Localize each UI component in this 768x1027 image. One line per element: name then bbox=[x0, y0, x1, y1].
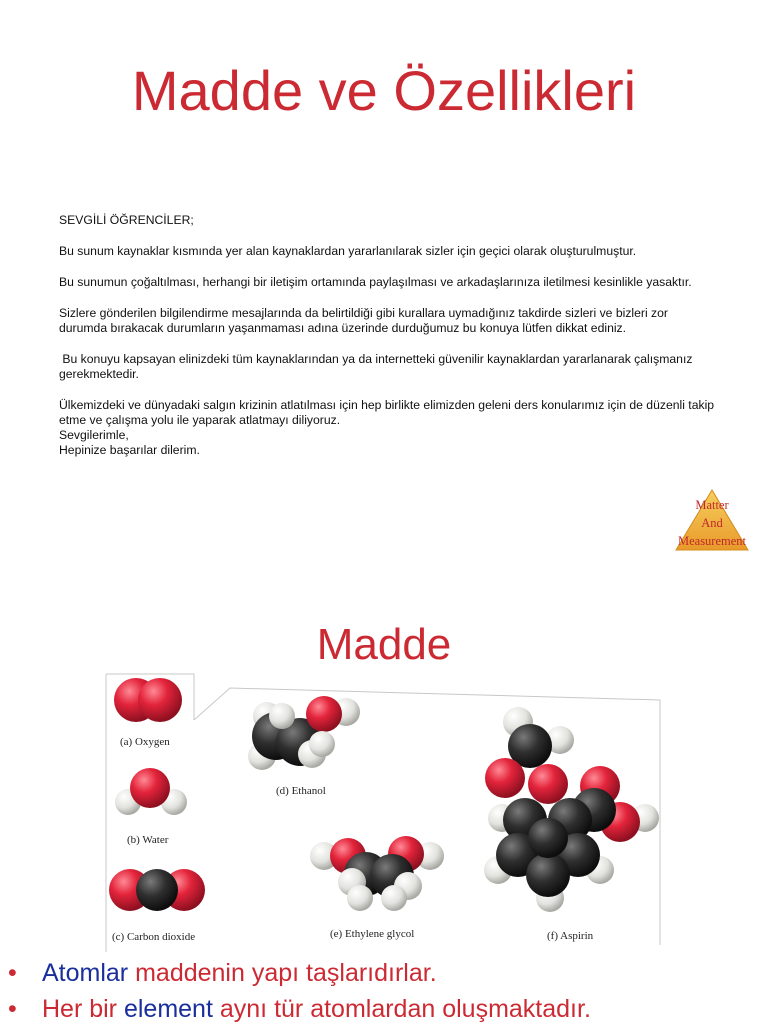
caption-oxygen: (a) Oxygen bbox=[120, 736, 170, 748]
paragraph-1: Bu sunum kaynaklar kısmında yer alan kaynaklardan yararlanılarak sizler için geçici olarak oluşturulmuştur. bbox=[59, 244, 637, 258]
bullet-1-text: maddenin yapı taşlarıdırlar. bbox=[128, 959, 437, 987]
paragraph-4: Bu konuyu kapsayan elinizdeki tüm kaynaklarından ya da internetteki güvenilir kaynaklardan yararlanarak çalışmanız gerekmektedir. bbox=[59, 352, 696, 381]
molecule-illustrations bbox=[100, 670, 670, 952]
slide-title: Madde ve Özellikleri bbox=[131, 59, 637, 122]
water-molecule bbox=[115, 768, 187, 815]
greeting: SEVGİLİ ÖĞRENCİLER; bbox=[59, 213, 194, 227]
bullet-item-1 bbox=[8, 955, 768, 991]
ethanol-molecule bbox=[248, 696, 360, 770]
bullet-item-2 bbox=[8, 991, 768, 1027]
paragraph-2: Bu sunumun çoğaltılması, herhangi bir iletişim ortamında paylaşılması ve arkadaşlarınıza iletilmesi kesinlikle yasaktır. bbox=[59, 275, 692, 289]
caption-aspirin: (f) Aspirin bbox=[547, 930, 594, 942]
paragraph-3: Sizlere gönderilen bilgilendirme mesajlarında da belirtildiği gibi kurallara uymadığınız takdirde sizleri ve bizleri zor durumda bırakacak durumların yaşanmaması adına üzerinde durduğumuz bu konuya lütfen dikkat ediniz. bbox=[59, 306, 668, 335]
caption-ethylene-glycol: (e) Ethylene glycol bbox=[330, 928, 415, 940]
bullet-dot-icon: • bbox=[8, 959, 17, 987]
carbon-dioxide-molecule bbox=[109, 869, 205, 911]
oxygen-molecule bbox=[114, 678, 182, 722]
bullet-2-text: aynı tür atomlardan oluşmaktadır. bbox=[212, 995, 591, 1023]
badge-line-3: Measurement bbox=[677, 534, 747, 548]
bullet-1-keyword: Atomlar bbox=[42, 959, 129, 987]
caption-water: (b) Water bbox=[127, 834, 169, 846]
sign-off: Sevgilerimle, bbox=[59, 428, 129, 442]
caption-carbon-dioxide: (c) Carbon dioxide bbox=[112, 931, 196, 943]
badge-line-1: Matter bbox=[695, 498, 729, 512]
aspirin-molecule bbox=[484, 707, 659, 912]
badge-line-2: And bbox=[701, 516, 723, 530]
bullet-2-keyword: element bbox=[123, 995, 213, 1023]
bullet-dot-icon: • bbox=[8, 995, 17, 1023]
bullet-list bbox=[8, 955, 768, 1027]
section-title: Madde bbox=[316, 620, 452, 669]
caption-ethanol: (d) Ethanol bbox=[276, 785, 326, 797]
matter-measurement-badge bbox=[672, 488, 752, 556]
bullet-2-prefix: Her bir bbox=[42, 995, 124, 1023]
wishes: Hepinize başarılar dilerim. bbox=[59, 443, 200, 457]
molecule-figure bbox=[100, 670, 670, 952]
ethylene-glycol-molecule bbox=[310, 836, 444, 911]
paragraph-5: Ülkemizdeki ve dünyadaki salgın krizinin atlatılması için hep birlikte elimizden geleni ders konularımız için de düzenli takip etme ve çalışma yolu ile yaparak atlatmayı diliyoruz. bbox=[59, 398, 715, 427]
notice-letter bbox=[59, 213, 719, 458]
